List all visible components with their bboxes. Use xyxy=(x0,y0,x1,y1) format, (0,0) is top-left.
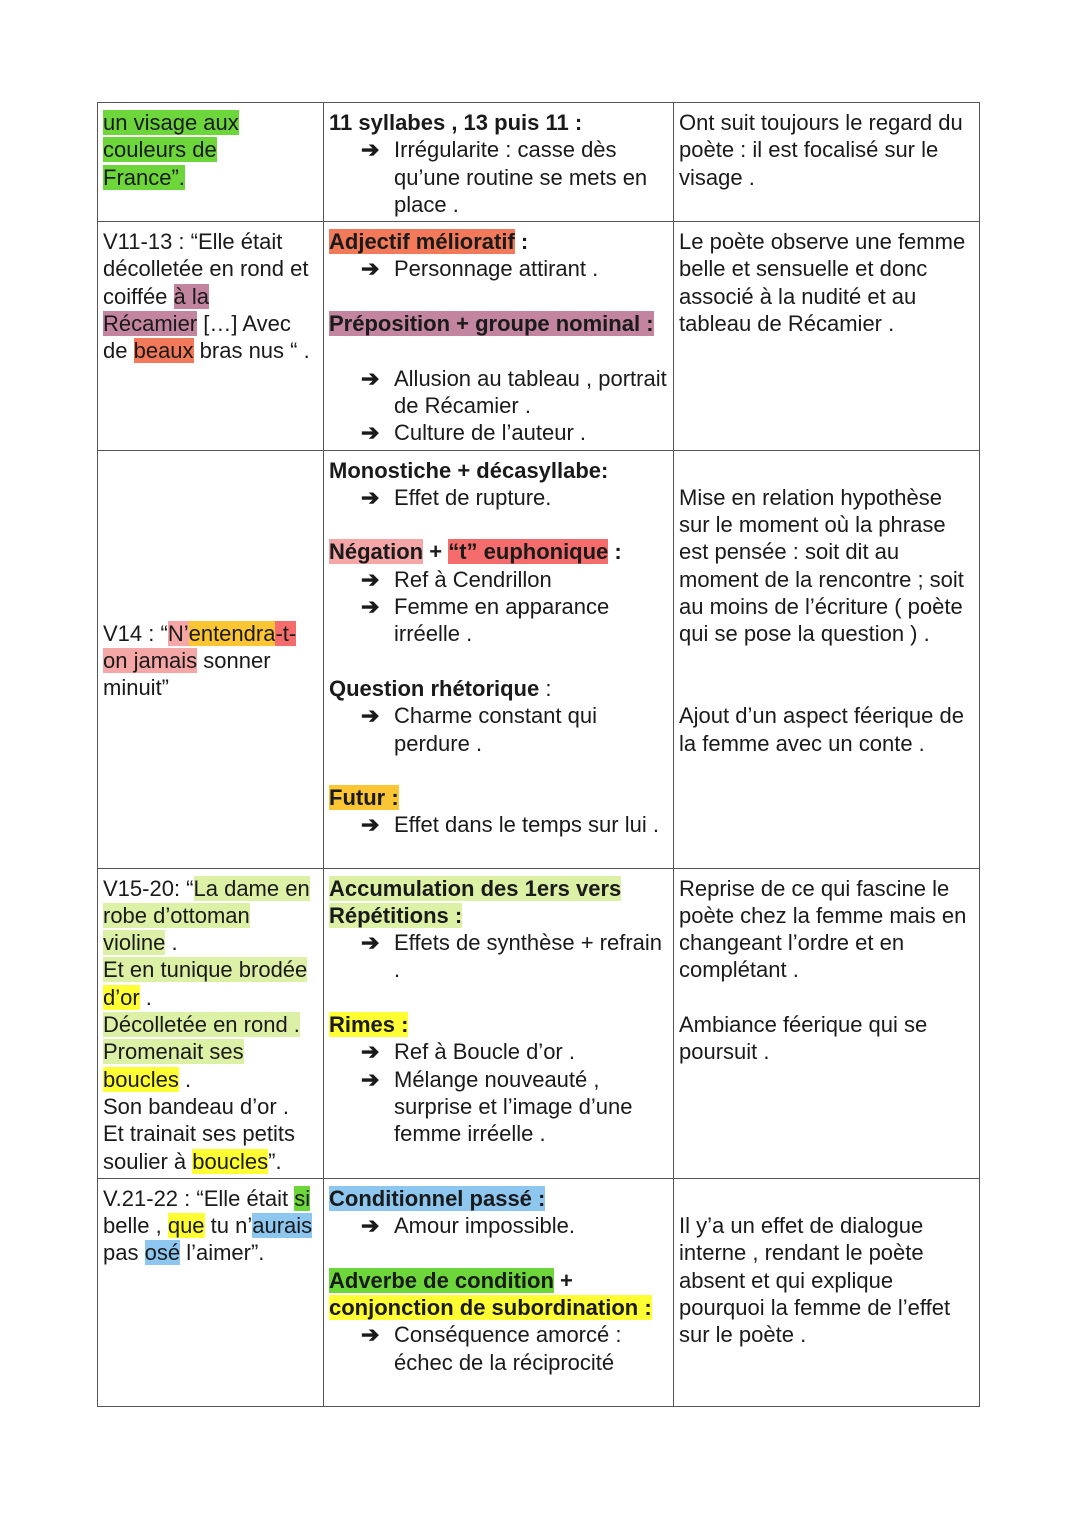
list-item: ➔ Ref à Boucle d’or . xyxy=(361,1039,575,1065)
quote-cell: V.21-22 : “Elle était si belle , que tu n’aurais pas osé l’aimer”. xyxy=(98,1178,324,1406)
table-row xyxy=(98,868,980,1178)
comment-text: Le poète observe une femme belle et sensuelle et donc associé à la nudité et au tableau de Récamier . xyxy=(679,229,966,337)
list-item: ➔ Irrégularite : casse dès qu’une routine se mets en place . xyxy=(361,137,648,217)
comment-cell xyxy=(674,868,980,1178)
table-row xyxy=(98,450,980,868)
comment-text: Mise en relation hypothèse sur le moment où la phrase est pensée : soit dit au moment de la rencontre ; soit au moins de l’écriture ( poète qui se pose la question ) . xyxy=(679,484,964,647)
comment-text: Ajout d’un aspect féerique de la femme avec un conte . xyxy=(679,703,964,756)
arrow-right-icon: ➔ xyxy=(361,420,380,446)
analysis-cell xyxy=(324,103,674,222)
arrow-right-icon: ➔ xyxy=(361,484,380,510)
figure-heading: Monostiche + décasyllabe: xyxy=(329,457,609,483)
figure-heading: Répétitions : xyxy=(329,902,463,928)
figure-heading: conjonction de subordination : xyxy=(329,1295,652,1321)
table-row xyxy=(98,103,980,222)
highlight-quote: couleurs de xyxy=(103,137,217,163)
arrow-right-icon: ➔ xyxy=(361,137,380,163)
analysis-cell xyxy=(324,450,674,868)
highlight-quote: France”. xyxy=(103,164,185,190)
comment-text: Il y’a un effet de dialogue interne , rendant le poète absent et qui explique pourquoi la femme de l’effet sur le poète . xyxy=(679,1213,951,1348)
figure-heading: Accumulation des 1ers vers xyxy=(329,875,622,901)
arrow-right-icon: ➔ xyxy=(361,594,380,620)
arrow-right-icon: ➔ xyxy=(361,703,380,729)
figure-heading: Conditionnel passé : xyxy=(329,1185,546,1211)
quote-cell: V15-20: “La dame en robe d’ottoman violine . Et en tunique brodée d’or . Décolletée en rond . Promenait ses boucles . Son bandeau d’or . Et trainait ses petits soulier à boucles”. xyxy=(98,868,324,1178)
arrow-right-icon: ➔ xyxy=(361,256,380,282)
figure-heading: Adjectif mélioratif : xyxy=(329,229,529,255)
comment-text: Ont suit toujours le regard du poète : il est focalisé sur le visage . xyxy=(679,110,963,190)
figure-heading: Préposition + groupe nominal : xyxy=(329,311,654,337)
figure-heading: Négation + “t” euphonique : xyxy=(329,539,622,565)
highlight-quote: un visage aux xyxy=(103,110,239,135)
comment-text: Ambiance féerique qui se poursuit . xyxy=(679,1012,928,1065)
list-item: ➔ Conséquence amorcé : échec de la réciprocité xyxy=(361,1322,622,1375)
list-item: ➔ Effets de synthèse + refrain . xyxy=(361,930,663,983)
table-row xyxy=(98,1178,980,1406)
figure-heading: 11 syllabes , 13 puis 11 : xyxy=(329,110,583,135)
arrow-right-icon: ➔ xyxy=(361,812,380,838)
quote-cell: V14 : “N’entendra-t- on jamais sonner minuit” xyxy=(98,450,324,868)
arrow-right-icon: ➔ xyxy=(361,1322,380,1348)
list-item: ➔ Effet de rupture. xyxy=(361,484,552,510)
analysis-cell xyxy=(324,222,674,450)
comment-cell xyxy=(674,1178,980,1406)
arrow-right-icon: ➔ xyxy=(361,365,380,391)
quote-cell: V11-13 : “Elle était décolletée en rond et coiffée à la Récamier […] Avec de beaux bras nus “ . xyxy=(98,222,324,450)
list-item: ➔ Culture de l’auteur . xyxy=(361,420,586,446)
arrow-right-icon: ➔ xyxy=(361,1213,380,1239)
analysis-table xyxy=(97,102,980,1407)
comment-text: Reprise de ce qui fascine le poète chez la femme mais en changeant l’ordre et en complétant . xyxy=(679,875,967,983)
list-item: ➔ Femme en apparance irréelle . xyxy=(361,594,610,647)
arrow-right-icon: ➔ xyxy=(361,566,380,592)
comment-cell xyxy=(674,222,980,450)
analysis-cell xyxy=(324,1178,674,1406)
figure-heading: Adverbe de condition + xyxy=(329,1267,573,1293)
list-item: ➔ Allusion au tableau , portrait de Récamier . xyxy=(361,365,667,418)
list-item: ➔ Ref à Cendrillon xyxy=(361,566,552,592)
list-item: ➔ Personnage attirant . xyxy=(361,256,599,282)
comment-cell xyxy=(674,103,980,222)
list-item: ➔ Mélange nouveauté , surprise et l’image d’une femme irréelle . xyxy=(361,1066,633,1147)
figure-heading: Futur : xyxy=(329,785,399,811)
arrow-right-icon: ➔ xyxy=(361,930,380,956)
comment-cell xyxy=(674,450,980,868)
analysis-cell xyxy=(324,868,674,1178)
arrow-right-icon: ➔ xyxy=(361,1066,380,1092)
figure-heading: Question rhétorique : xyxy=(329,675,552,701)
list-item: ➔ Amour impossible. xyxy=(361,1213,575,1239)
list-item: ➔ Charme constant qui perdure . xyxy=(361,703,597,756)
table-row xyxy=(98,222,980,450)
list-item: ➔ Effet dans le temps sur lui . xyxy=(361,812,659,838)
figure-heading: Rimes : xyxy=(329,1012,409,1038)
arrow-right-icon: ➔ xyxy=(361,1039,380,1065)
quote-cell xyxy=(98,103,324,222)
